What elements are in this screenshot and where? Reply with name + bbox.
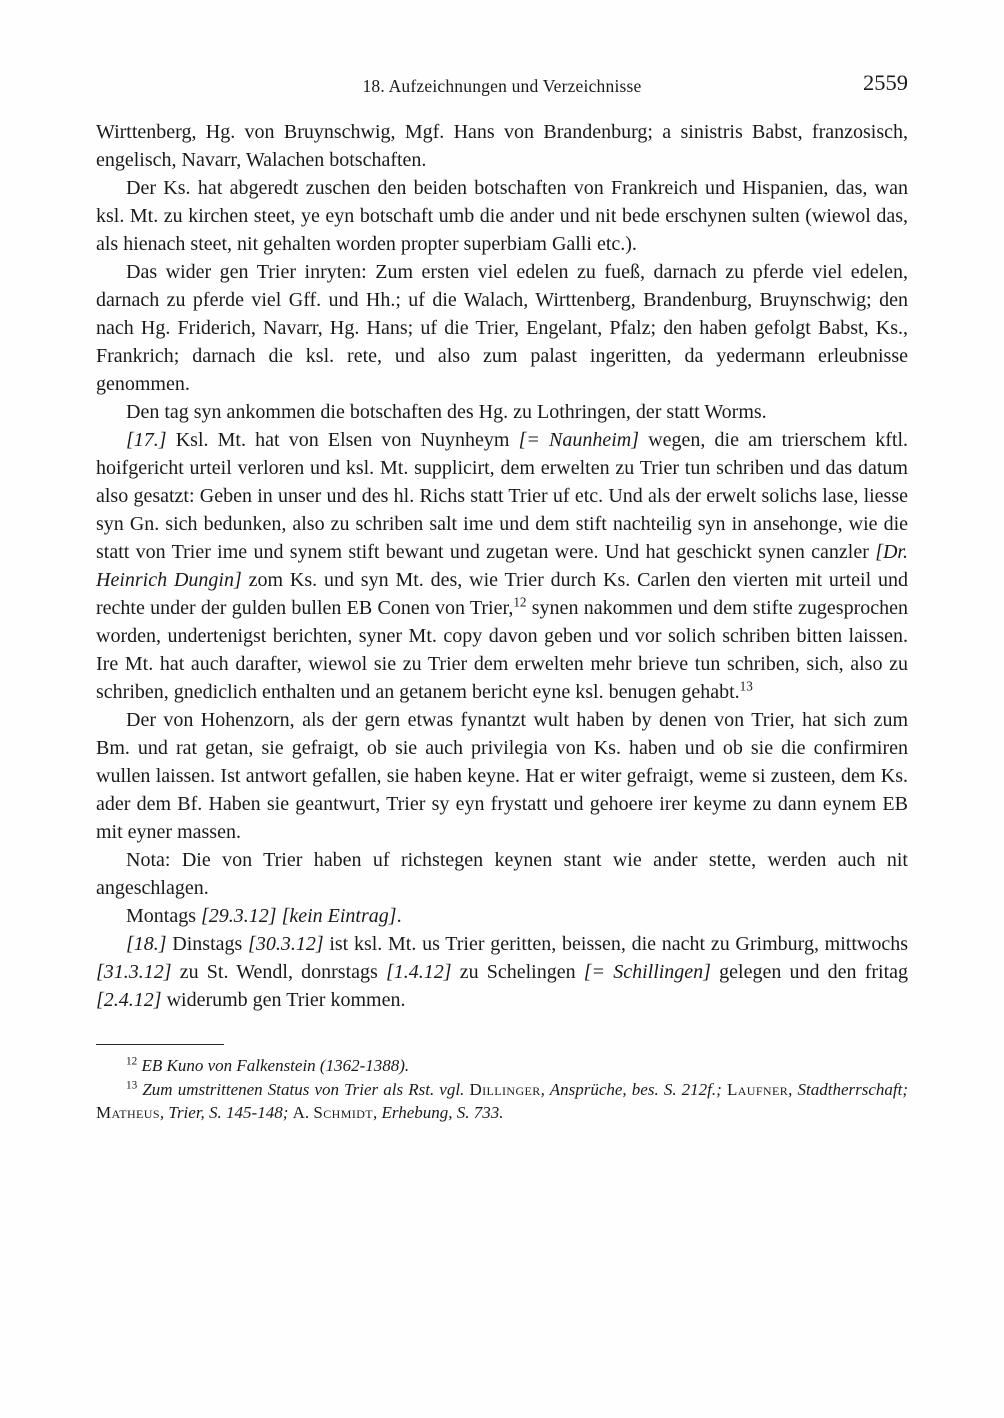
paragraph — [96, 398, 908, 426]
text-run: Das wider gen Trier inryten: Zum ersten viel edelen zu fueß, darnach zu pferde viel edelen, darnach zu pferde viel Gff. und Hh.; uf die Walach, Wirttenberg, Brandenburg, Bruynschwig; den nach Hg. Friderich, Navarr, Hg. Hans; uf die Trier, Engelant, Pfalz; den haben gefolgt Babst, Ks., Frankrich; darnach die ksl. rete, und also zum palast ingeritten, da yedermann erleubnisse genommen. — [96, 261, 908, 395]
text-run: Dillinger — [469, 1079, 541, 1099]
text-run: . — [396, 905, 402, 927]
paragraph — [96, 174, 908, 258]
paragraph — [96, 902, 908, 930]
text-run: zu St. Wendl, donrstags — [171, 961, 386, 983]
text-run: Der von Hohenzorn, als der gern etwas fynantzt wult haben by denen von Trier, hat sich zum Bm. und rat getan, sie gefraigt, ob sie auch privilegia von Ks. haben und ob sie die confirmiren wullen laissen. Ist antwort gefallen, sie haben keyne. Hat er witer gefraigt, weme si zusteen, dem Ks. ader dem Bf. Haben sie geantwurt, Trier sy eyn frystatt und gehoere irer keyme zu dann eynem EB mit eyner massen. — [96, 709, 908, 843]
text-run: , Erhebung, S. 733. — [373, 1103, 504, 1122]
footnote — [96, 1078, 908, 1125]
text-run: Der Ks. hat abgeredt zuschen den beiden botschaften von Frankreich und Hispanien, das, wan ksl. Mt. zu kirchen steet, ye eyn botschaft umb die ander und nit bede erschynen sulten (wiewol das, als hienach steet, nit gehalten worden propter superbiam Galli etc.). — [96, 177, 908, 255]
paragraph — [96, 118, 908, 174]
text-run: Nota: Die von Trier haben uf richstegen keynen stant wie ander stette, werden auch nit angeschlagen. — [96, 849, 908, 899]
text-run: , Stadtherrschaft; — [788, 1079, 908, 1099]
text-run: Matheus — [96, 1103, 160, 1122]
paragraph — [96, 930, 908, 1014]
text-run: Montags — [126, 905, 201, 927]
page-header — [96, 70, 908, 104]
text-run: EB Kuno von Falkenstein (1362-1388). — [141, 1056, 410, 1075]
paragraph — [96, 258, 908, 398]
body-text — [96, 118, 908, 1014]
footnote-marker: 13 — [739, 678, 753, 694]
text-run: [2.4.12] — [96, 989, 162, 1011]
text-run: Schmidt — [313, 1103, 374, 1122]
text-run: zom Ks. und syn Mt. des, wie Trier durch Ks. Carlen den vierten mit urteil und rechte under der gulden bullen EB Conen von Trier, — [96, 569, 908, 619]
paragraph — [96, 846, 908, 902]
text-run: [29.3.12] [kein Eintrag] — [201, 905, 397, 927]
text-run: Laufner — [726, 1079, 789, 1099]
paragraph — [96, 426, 908, 706]
text-run: zu Schelingen — [451, 961, 584, 983]
footnote-marker: 13 — [126, 1078, 138, 1091]
text-run: [= Naunheim] — [518, 429, 640, 451]
text-run: [Dr. Heinrich Dungin] — [96, 541, 908, 591]
text-run: [= Schillingen] — [583, 961, 711, 983]
text-run: , Trier, S. 145-148; — [159, 1103, 293, 1122]
text-run: Dinstags — [166, 933, 249, 955]
footnote — [96, 1054, 908, 1078]
text-run: widerumb gen Trier kommen. — [161, 989, 406, 1011]
paragraph — [96, 706, 908, 846]
footnotes — [96, 1044, 908, 1125]
text-run: [31.3.12] — [96, 961, 172, 983]
text-run: [18.] — [126, 933, 167, 955]
page-number: 2559 — [863, 70, 908, 95]
text-run: [17.] — [126, 429, 167, 451]
footnote-separator — [96, 1044, 224, 1045]
text-run: ist ksl. Mt. us Trier geritten, beissen, die nacht zu Grimburg, mittwochs — [323, 933, 908, 955]
text-run: [1.4.12] — [385, 961, 452, 983]
footnote-marker: 12 — [513, 594, 527, 610]
text-run: wegen, die am trierschem kftl. hoifgericht urteil verloren und ksl. Mt. supplicirt, dem erwelten zu Trier tun schriben und das datum also gesatzt: Geben in unser und des hl. Richs statt Trier uf etc. Und als der erwelt solichs lase, liesse syn Gn. sich bedunken, also zu schriben salt ime und dem stift nachteilig syn in ansehonge, wie die statt von Trier ime und synem stift bewant und zugetan were. Und hat geschickt synen canzler — [96, 429, 909, 563]
text-run: Wirttenberg, Hg. von Bruynschwig, Mgf. Hans von Brandenburg; a sinistris Babst, franzosisch, engelisch, Navarr, Walachen botschaften. — [96, 121, 908, 171]
text-run: gelegen und den fritag — [710, 961, 909, 983]
footnote-list — [96, 1054, 908, 1125]
text-run: , Ansprüche, bes. S. 212f.; — [540, 1079, 727, 1099]
text-run: Zum umstrittenen Status von Trier als Rst. vgl. — [142, 1079, 470, 1099]
text-run: A. — [292, 1103, 314, 1122]
footnote-marker: 12 — [126, 1055, 138, 1068]
text-run: [30.3.12] — [248, 933, 324, 955]
text-run: synen nakommen und dem stifte zugesprochen worden, undertenigst berichten, syner Mt. copy davon geben und vor solich schriben bitten laissen. Ire Mt. hat auch darafter, wiewol sie zu Trier dem erwelten mehr brieve tun schriben, sich, also zu schriben, gnediclich enthalten und an getanem bericht eyne ksl. benugen gehabt. — [96, 597, 908, 703]
running-head: 18. Aufzeichnungen und Verzeichnisse — [362, 76, 642, 96]
text-run: Ksl. Mt. hat von Elsen von Nuynheym — [166, 429, 519, 451]
text-run: Den tag syn ankommen die botschaften des Hg. zu Lothringen, der statt Worms. — [126, 401, 767, 423]
